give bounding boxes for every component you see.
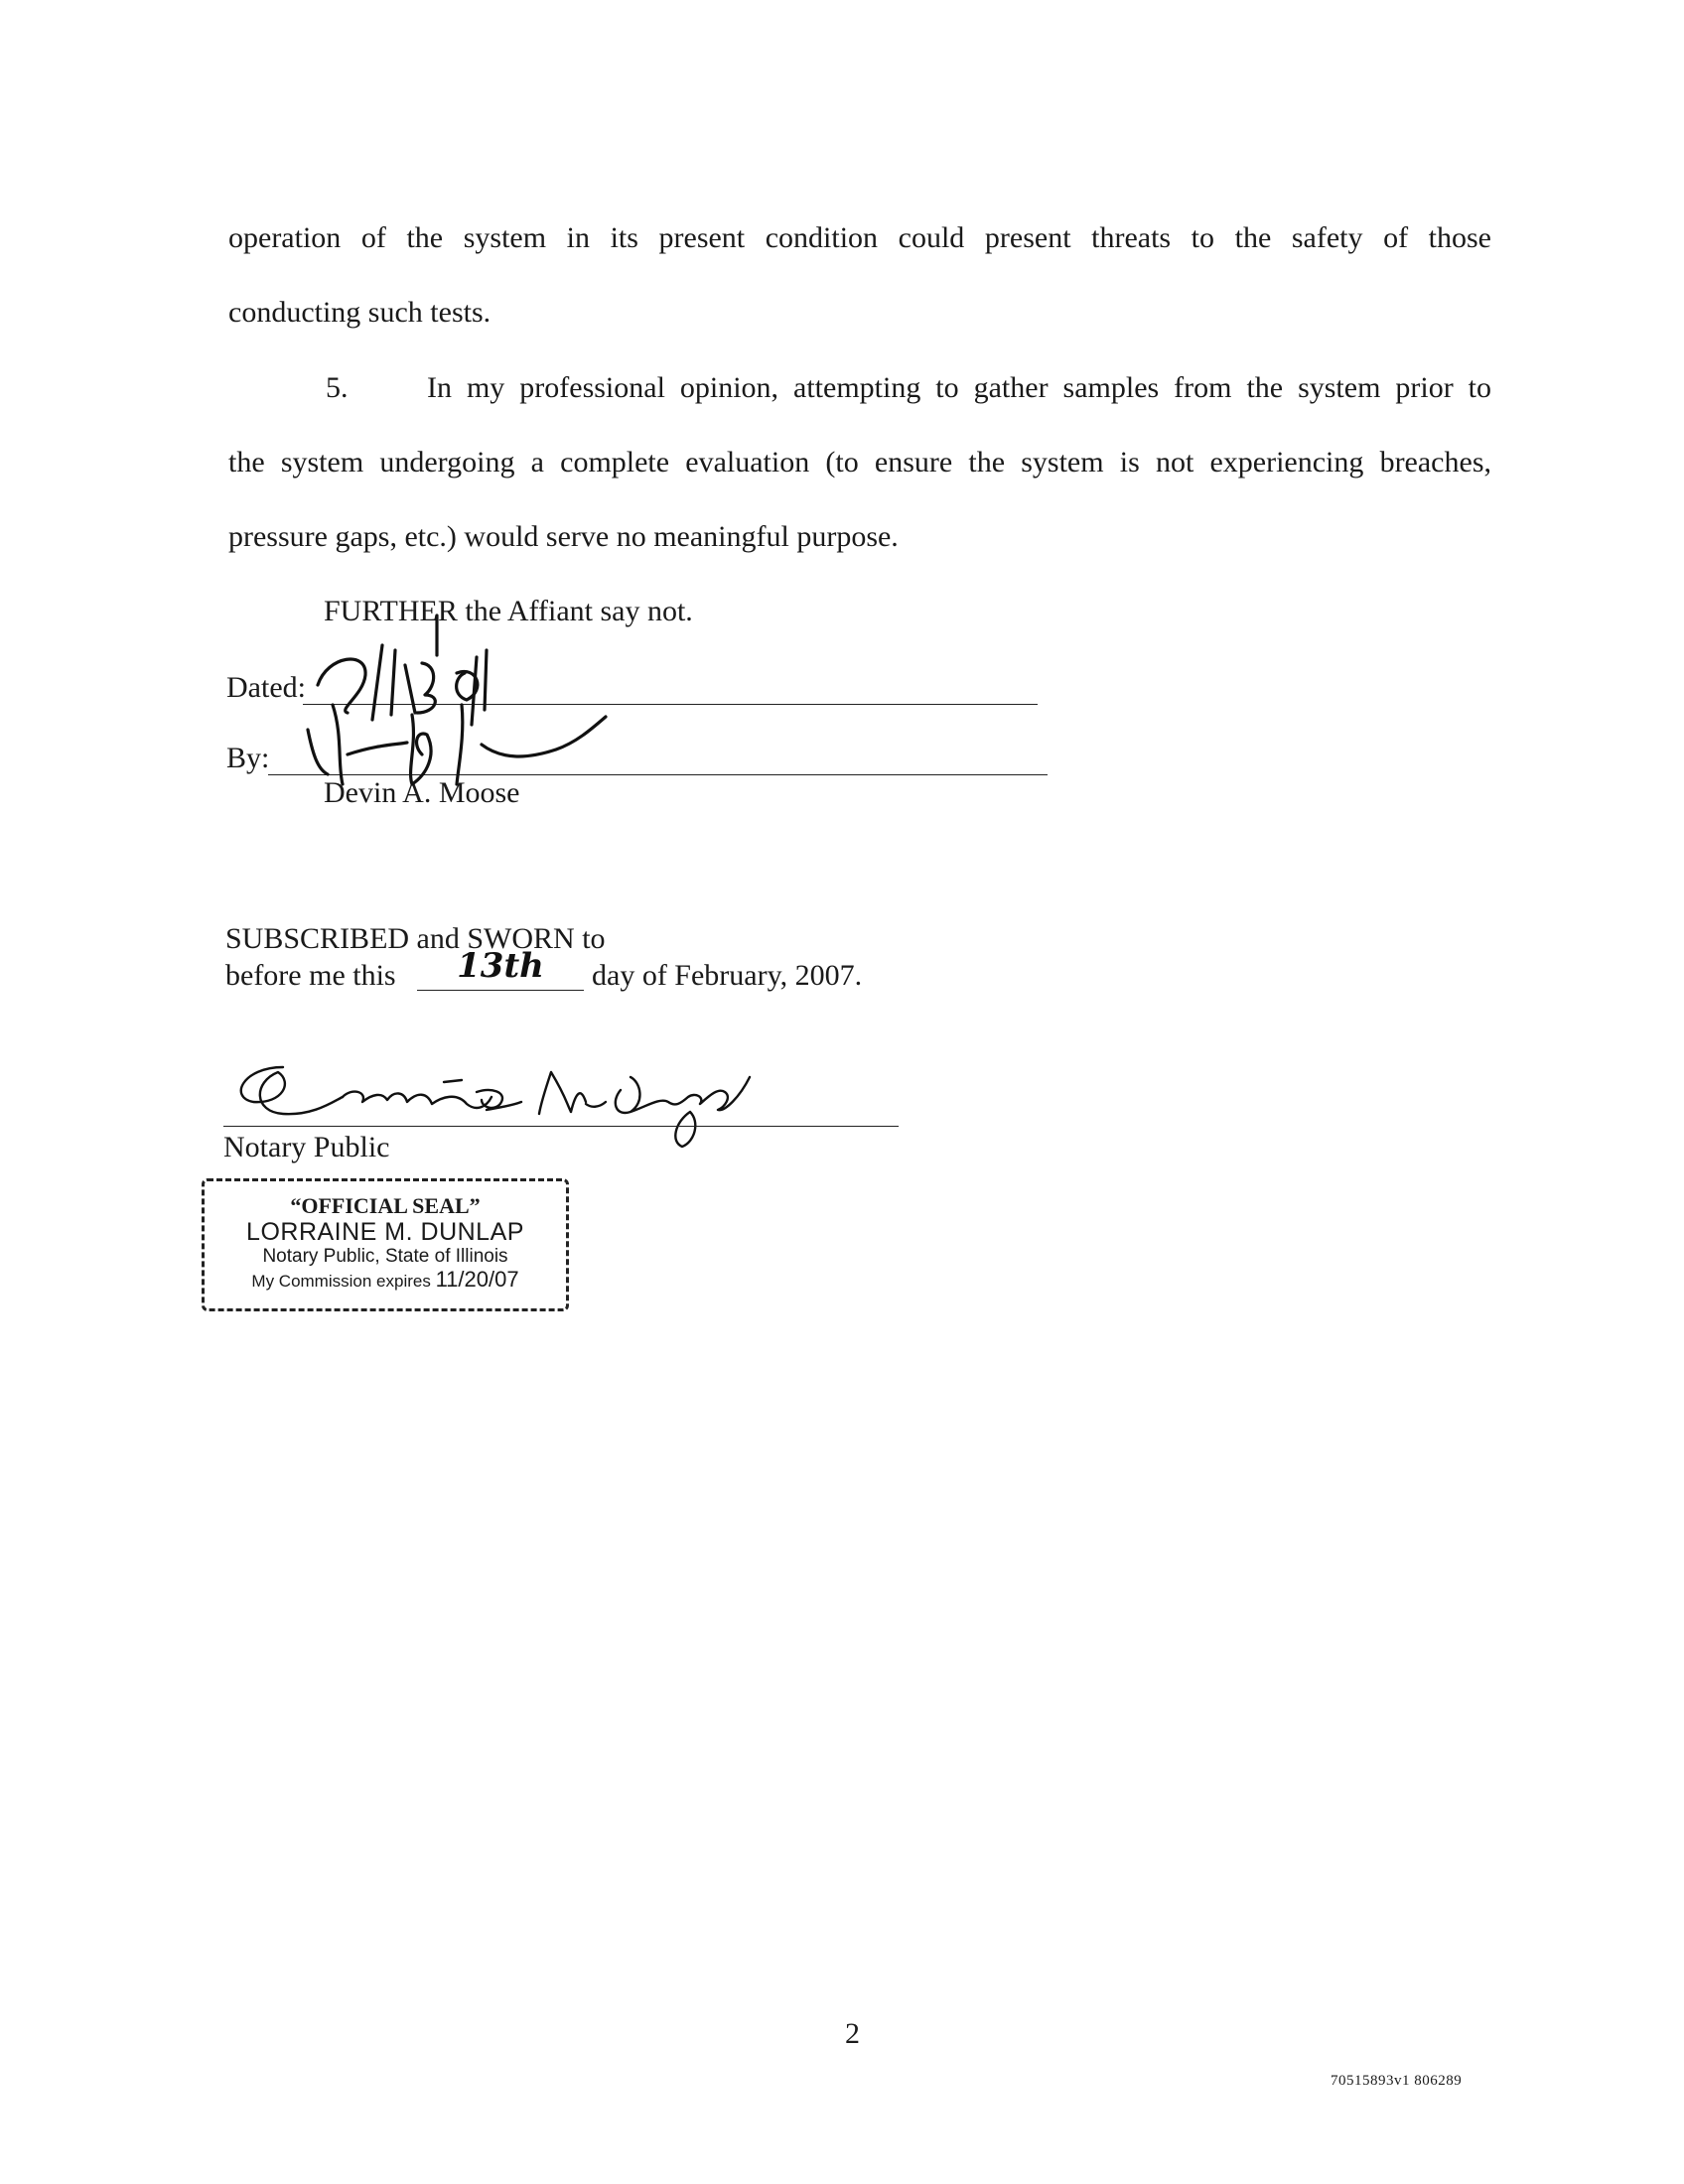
signer-name: Devin A. Moose [324,776,520,809]
seal-commission-date: 11/20/07 [435,1267,519,1292]
closing-statement: FURTHER the Affiant say not. [324,595,693,627]
notary-label: Notary Public [223,1131,390,1163]
jurat-line-2-prefix: before me this [225,959,396,992]
affiant-signature-handwriting [288,596,626,824]
jurat-day-handwritten: 13th [457,946,544,986]
paragraph-line: conducting such tests. [228,296,491,329]
by-label: By: [226,742,270,774]
seal-title: “OFFICIAL SEAL” [290,1193,481,1218]
seal-office: Notary Public, State of Illinois [262,1246,508,1267]
jurat-day-underline [417,990,584,991]
seal-commission-label: My Commission expires [251,1272,431,1291]
seal-notary-name: LORRAINE M. DUNLAP [246,1218,524,1246]
paragraph-line: the system undergoing a complete evaluation (to ensure the system is not experiencing breaches, [228,446,1491,478]
paragraph-line: operation of the system in its present condition could present threats to the safety of those [228,221,1491,254]
paragraph-number: 5. [326,371,349,404]
document-id: 70515893v1 806289 [1331,2073,1463,2089]
official-seal-stamp [202,1178,569,1311]
jurat-line-1: SUBSCRIBED and SWORN to [225,922,606,955]
paragraph-line: In my professional opinion, attempting to gather samples from the system prior to [427,371,1491,404]
page-number: 2 [845,2017,860,2050]
paragraph-line: pressure gaps, etc.) would serve no meaningful purpose. [228,520,899,553]
notary-signature-underline [223,1126,899,1127]
seal-commission [205,1268,566,1294]
dated-label: Dated: [226,671,306,704]
jurat-line-2-suffix: day of February, 2007. [592,959,863,992]
